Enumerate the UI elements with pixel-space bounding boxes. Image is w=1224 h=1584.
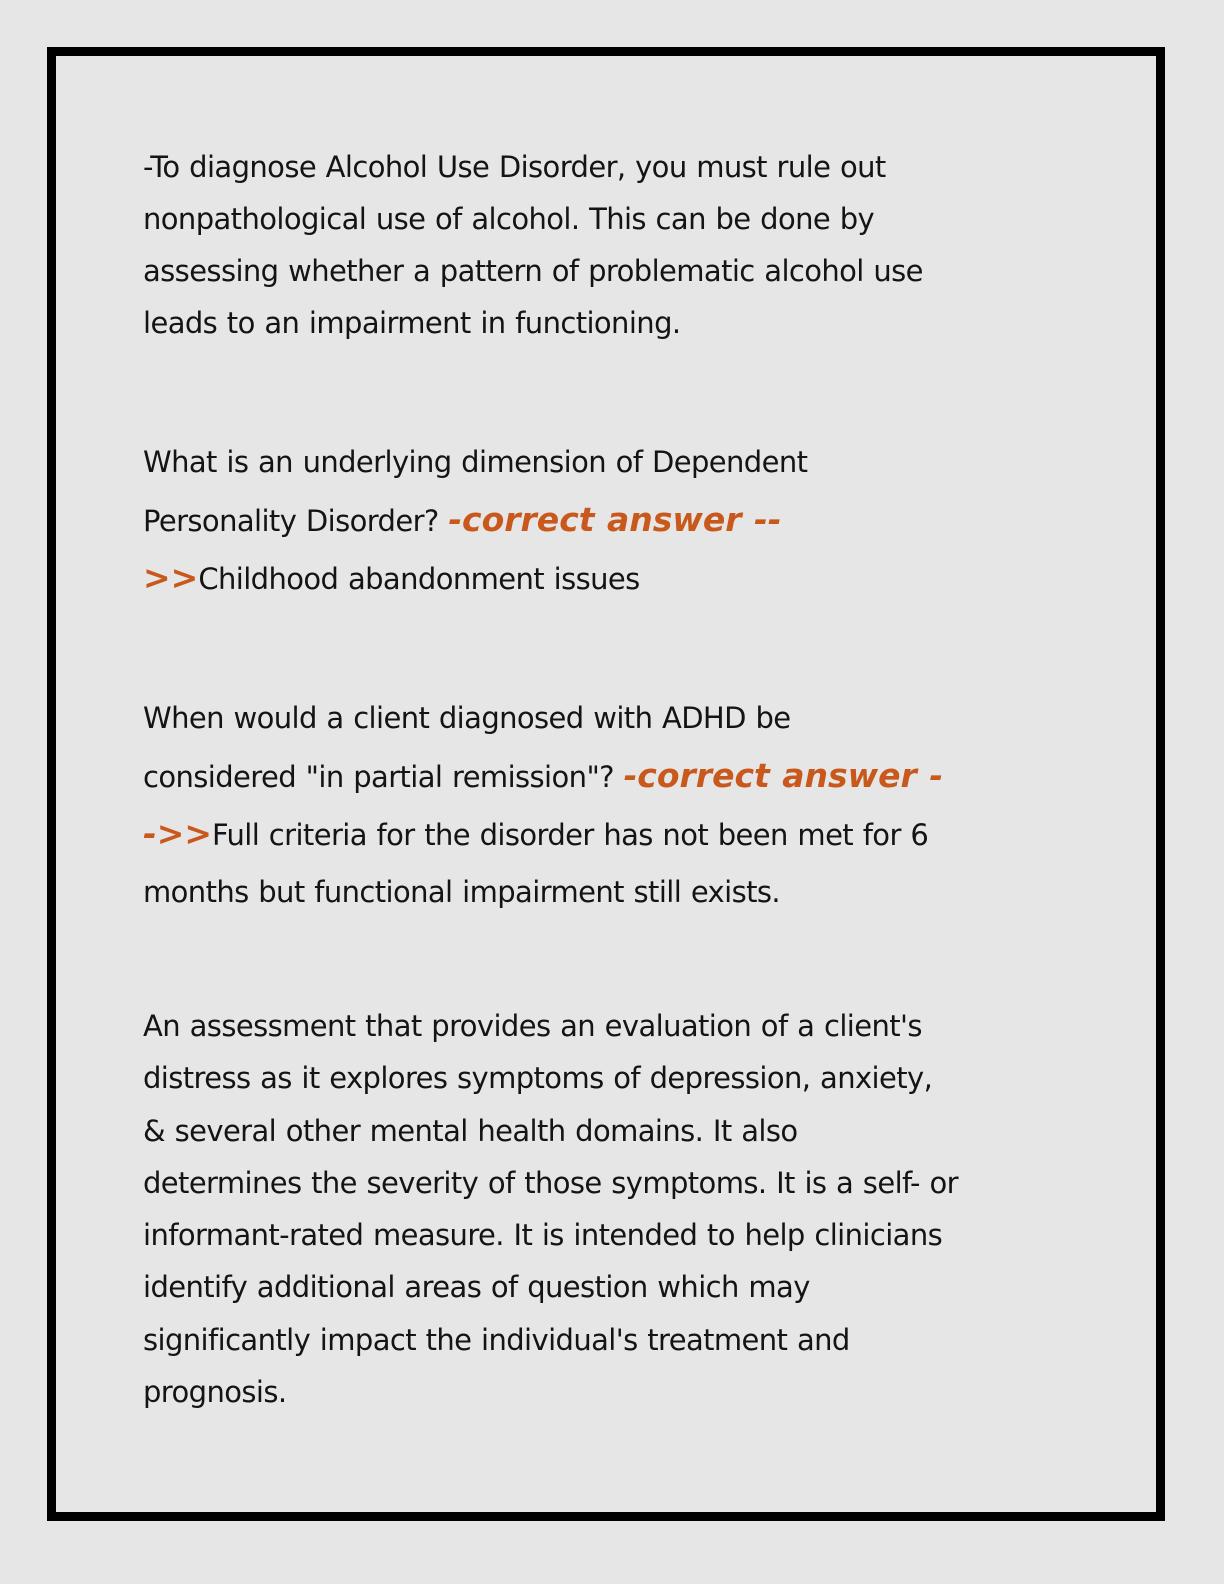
question-line [143,491,1083,549]
text-line: -To diagnose Alcohol Use Disorder, you must rule out [143,150,886,184]
question-line: When would a client diagnosed with ADHD be [143,701,791,735]
answer-line [143,805,1083,863]
answer-arrow-marker: >> [143,558,199,597]
text-line: & several other mental health domains. It also [143,1113,798,1148]
text-line: prognosis. [143,1375,287,1410]
question-text: considered "in partial remission"? [143,760,624,794]
answer-line [143,549,1083,607]
correct-answer-marker: -correct answer - [623,756,944,795]
question-line: What is an underlying dimension of Dependent [143,445,808,479]
text-block-alcohol-use-disorder [143,141,1083,349]
qa-block-adhd-partial-remission [143,689,1083,921]
question-text: Personality Disorder? [143,504,449,538]
text-line: distress as it explores symptoms of depression, anxiety, [143,1061,933,1096]
text-line: leads to an impairment in functioning. [143,306,681,340]
answer-arrow-marker: ->> [143,814,212,853]
answer-line: months but functional impairment still exists. [143,875,780,909]
text-line: assessing whether a pattern of problematic alcohol use [143,254,923,288]
text-block-assessment [143,1000,1083,1418]
qa-block-dependent-personality [143,433,1083,607]
text-line: informant-rated measure. It is intended to help clinicians [143,1218,943,1253]
question-line [143,747,1083,805]
text-line: significantly impact the individual's treatment and [143,1322,850,1357]
text-line: determines the severity of those symptoms. It is a self- or [143,1165,958,1200]
correct-answer-marker: -correct answer -- [448,500,782,539]
text-line: identify additional areas of question which may [143,1270,810,1305]
answer-text: Full criteria for the disorder has not been met for 6 [212,818,929,852]
text-line: An assessment that provides an evaluation of a client's [143,1009,922,1043]
answer-text: Childhood abandonment issues [198,562,640,596]
text-line: nonpathological use of alcohol. This can be done by [143,202,875,236]
